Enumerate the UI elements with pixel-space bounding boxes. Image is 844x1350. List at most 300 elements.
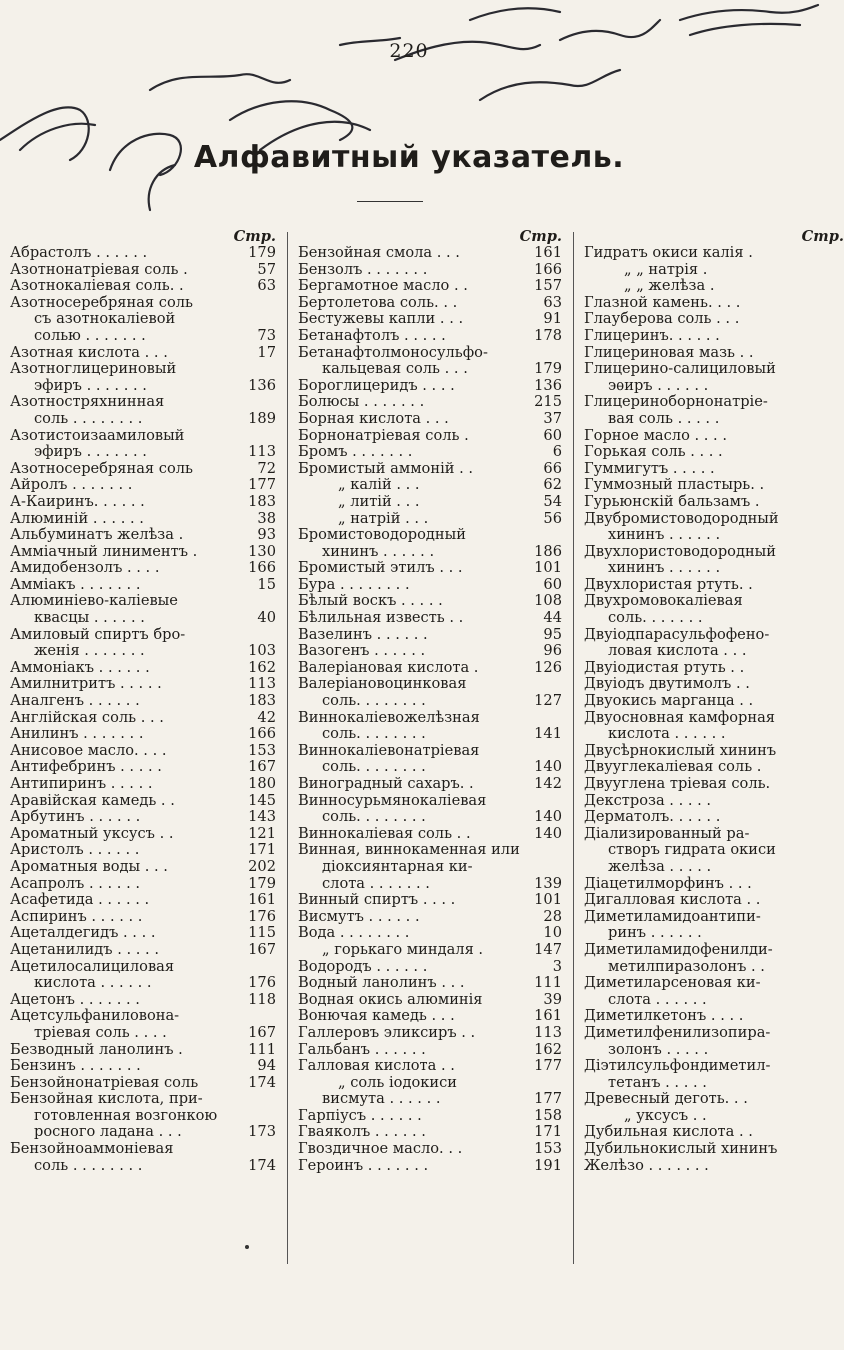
index-entry	[584, 660, 844, 677]
entry-page: 191	[534, 1156, 562, 1174]
index-entry	[10, 411, 276, 428]
entry-name: квасцы . . . . . .	[34, 609, 145, 627]
entry-name: Диметилкетонъ . . . .	[584, 1007, 744, 1025]
entry-name: кислота . . . . . .	[34, 974, 152, 992]
entry-name: Гваяколъ . . . . . .	[298, 1123, 426, 1141]
index-entry	[10, 527, 276, 544]
entry-page: 57	[257, 260, 276, 278]
index-entry	[584, 1141, 844, 1158]
index-entry	[298, 710, 562, 727]
index-entry	[298, 527, 562, 544]
index-column-2	[298, 228, 562, 1174]
index-entry	[10, 444, 276, 461]
index-entry	[298, 627, 562, 644]
entry-page: 176	[248, 974, 276, 992]
index-entry	[298, 1108, 562, 1125]
entry-name: Виннокаліевая соль . .	[298, 824, 471, 842]
entry-page: 94	[257, 1057, 276, 1075]
entry-page: 178	[534, 326, 562, 344]
index-entry	[584, 759, 844, 776]
index-entry	[584, 1042, 844, 1059]
entry-name: Айролъ . . . . . . .	[10, 476, 133, 494]
entry-name: Глицерино-салициловый	[584, 360, 776, 378]
entry-name: слота . . . . . .	[608, 990, 707, 1008]
index-entry	[584, 842, 844, 859]
entry-name: Бромистый аммоній . .	[298, 459, 474, 477]
index-entry	[584, 593, 844, 610]
entry-name: Бензинъ . . . . . . .	[10, 1057, 141, 1075]
index-entry	[584, 676, 844, 693]
index-entry	[584, 1158, 844, 1175]
entry-name: Анисовое масло. . . .	[10, 741, 167, 759]
index-entry	[584, 1124, 844, 1141]
index-entry	[10, 826, 276, 843]
index-entry	[10, 1124, 276, 1141]
entry-name: Амміачный линиментъ .	[10, 542, 198, 560]
index-entry	[10, 1091, 276, 1108]
entry-name: Бергамотное масло . .	[298, 277, 468, 295]
entry-name: эѳиръ . . . . . .	[608, 376, 709, 394]
entry-name: Вазогенъ . . . . . .	[298, 642, 426, 660]
index-entry	[584, 361, 844, 378]
entry-name: готовленная возгонкою	[34, 1106, 218, 1124]
entry-name: кальцевая соль . . .	[322, 360, 468, 378]
entry-page: 179	[248, 874, 276, 892]
entry-page: 126	[534, 658, 562, 676]
entry-name: Глицеринъ. . . . . .	[584, 326, 720, 344]
entry-name: Древесный деготь. . .	[584, 1090, 748, 1108]
entry-page: 136	[248, 376, 276, 394]
entry-name: Амміакъ . . . . . . .	[10, 575, 141, 593]
entry-name: Азотистоизаамиловый	[10, 426, 185, 444]
entry-name: А-Каиринъ. . . . . .	[10, 492, 145, 510]
entry-page: 177	[534, 1057, 562, 1075]
entry-name: Бертолетова соль. . .	[298, 293, 458, 311]
index-entry	[298, 842, 562, 859]
index-entry	[10, 793, 276, 810]
index-entry	[584, 378, 844, 395]
entry-name: Желѣзо . . . . . . .	[584, 1156, 709, 1174]
column-divider	[287, 232, 288, 1264]
index-entry	[10, 1141, 276, 1158]
entry-name: Ацетилосалициловая	[10, 957, 175, 975]
entry-name: Двубромистоводородный	[584, 509, 779, 527]
index-entry	[298, 361, 562, 378]
entry-page: 15	[257, 575, 276, 593]
index-entry	[298, 1025, 562, 1042]
entry-name: Аммоніакъ . . . . . .	[10, 658, 150, 676]
index-entry	[584, 494, 844, 511]
index-entry	[10, 577, 276, 594]
entry-page: 140	[534, 758, 562, 776]
index-entry	[584, 577, 844, 594]
entry-page: 44	[543, 609, 562, 627]
entry-name: Аналгенъ . . . . . .	[10, 692, 140, 710]
index-entry	[584, 859, 844, 876]
entry-name: Валеріановоцинковая	[298, 675, 467, 693]
index-entry	[10, 627, 276, 644]
entry-page: 145	[248, 791, 276, 809]
entry-name: Глазной камень. . . .	[584, 293, 741, 311]
index-entry	[10, 477, 276, 494]
entry-name: Диметилфенилизопира-	[584, 1023, 771, 1041]
entry-name: женія . . . . . . .	[34, 642, 145, 660]
entry-name: висмута . . . . . .	[322, 1090, 441, 1108]
entry-page: 161	[534, 244, 562, 261]
entry-name: „ натрій . . .	[338, 509, 429, 527]
entry-name: Азотнонатріевая соль .	[10, 260, 188, 278]
entry-name: Діацетилморфинъ . . .	[584, 874, 752, 892]
entry-page: 63	[543, 293, 562, 311]
entry-name: ринъ . . . . . .	[608, 924, 702, 942]
entry-name: росного ладана . . .	[34, 1123, 182, 1141]
index-entry	[298, 394, 562, 411]
entry-page: 167	[248, 940, 276, 958]
page-column-header: Стр.	[519, 228, 562, 245]
title-underline	[357, 201, 423, 202]
index-entry	[298, 892, 562, 909]
entry-name: Аспиринъ . . . . . .	[10, 907, 143, 925]
entry-name: Бестужевы капли . . .	[298, 310, 464, 328]
index-entry	[584, 959, 844, 976]
index-entry	[10, 1025, 276, 1042]
entry-name: Анилинъ . . . . . . .	[10, 725, 144, 743]
entry-page: 141	[534, 725, 562, 743]
index-entry	[298, 909, 562, 926]
entry-page: 93	[257, 526, 276, 544]
entry-page: 63	[257, 277, 276, 295]
entry-name: Горное масло . . . .	[584, 426, 727, 444]
index-entry	[10, 710, 276, 727]
entry-page: 173	[248, 1123, 276, 1141]
entry-name: хининъ . . . . . .	[608, 559, 721, 577]
entry-name: соль. . . . . . . .	[322, 758, 426, 776]
index-entry	[584, 278, 844, 295]
index-entry	[298, 809, 562, 826]
entry-name: Бромистоводородный	[298, 526, 466, 544]
entry-page: 177	[534, 1090, 562, 1108]
index-entry	[298, 975, 562, 992]
index-entry	[584, 1025, 844, 1042]
entry-name: эфиръ . . . . . . .	[34, 443, 147, 461]
index-entry	[584, 892, 844, 909]
index-entry	[10, 394, 276, 411]
entry-name: Бура . . . . . . . .	[298, 575, 410, 593]
entry-page: 167	[248, 758, 276, 776]
entry-name: Бороглицеридъ . . . .	[298, 376, 455, 394]
index-entry	[10, 461, 276, 478]
entry-name: Дубильнокислый хининъ	[584, 1140, 778, 1158]
entry-page: 113	[248, 675, 276, 693]
index-entry	[298, 726, 562, 743]
entry-name: слота . . . . . . .	[322, 874, 430, 892]
entry-name: Борная кислота . . .	[298, 409, 449, 427]
entry-name: Гидратъ окиси калія .	[584, 244, 753, 261]
entry-page: 10	[543, 924, 562, 942]
index-entry	[10, 892, 276, 909]
index-entry	[298, 593, 562, 610]
entry-name: кислота . . . . . .	[608, 725, 726, 743]
entry-page: 37	[543, 409, 562, 427]
index-entry	[298, 1124, 562, 1141]
index-entry	[584, 992, 844, 1009]
entry-name: соль. . . . . . . .	[322, 808, 426, 826]
entry-name: Двуокись марганца . .	[584, 692, 754, 710]
entry-name: Бромистый этилъ . . .	[298, 559, 463, 577]
entry-name: Двухлористоводородный	[584, 542, 777, 560]
entry-page: 136	[534, 376, 562, 394]
index-entry	[10, 593, 276, 610]
entry-page: 202	[248, 857, 276, 875]
entry-name: „ уксусъ . .	[624, 1106, 707, 1124]
index-entry	[298, 959, 562, 976]
entry-page: 139	[534, 874, 562, 892]
index-entry	[298, 660, 562, 677]
entry-name: Альбуминатъ желѣза .	[10, 526, 184, 544]
index-entry	[584, 876, 844, 893]
entry-page: 140	[534, 824, 562, 842]
entry-page: 56	[543, 509, 562, 527]
index-entry	[10, 660, 276, 677]
index-entry	[584, 345, 844, 362]
entry-name: Дигалловая кислота . .	[584, 891, 761, 909]
entry-name: Азотносеребряная соль	[10, 459, 193, 477]
index-entry	[298, 693, 562, 710]
entry-name: Вазелинъ . . . . . .	[298, 625, 428, 643]
index-entry	[298, 428, 562, 445]
entry-name: Бензойная кислота, при-	[10, 1090, 203, 1108]
entry-page: 166	[248, 559, 276, 577]
entry-page: 215	[534, 393, 562, 411]
index-entry	[584, 477, 844, 494]
index-entry	[584, 245, 844, 262]
index-entry	[298, 643, 562, 660]
index-entry	[584, 710, 844, 727]
entry-page: 177	[248, 476, 276, 494]
entry-page: 101	[534, 891, 562, 909]
entry-name: „ горькаго миндаля .	[322, 940, 484, 958]
entry-name: соль. . . . . . . .	[322, 692, 426, 710]
index-entry	[298, 477, 562, 494]
entry-name: Героинъ . . . . . . .	[298, 1156, 429, 1174]
index-entry	[298, 262, 562, 279]
entry-name: „ соль іодокиси	[338, 1073, 457, 1091]
entry-page: 180	[248, 775, 276, 792]
index-entry	[298, 676, 562, 693]
index-entry	[298, 560, 562, 577]
entry-name: Антипиринъ . . . . .	[10, 775, 153, 792]
entry-page: 157	[534, 277, 562, 295]
index-entry	[584, 295, 844, 312]
entry-page: 153	[248, 741, 276, 759]
index-entry	[10, 693, 276, 710]
index-entry	[298, 925, 562, 942]
entry-name: Гурьюнскій бальзамъ .	[584, 492, 760, 510]
entry-page: 96	[543, 642, 562, 660]
index-entry	[10, 842, 276, 859]
entry-name: солью . . . . . . .	[34, 326, 146, 344]
index-entry	[10, 759, 276, 776]
entry-page: 176	[248, 907, 276, 925]
entry-name: Двуіодистая ртуть . .	[584, 658, 745, 676]
index-entry	[298, 1158, 562, 1175]
entry-page: 103	[248, 642, 276, 660]
entry-name: Горькая соль . . . .	[584, 443, 723, 461]
index-entry	[10, 328, 276, 345]
entry-name: Амидобензолъ . . . .	[10, 559, 160, 577]
entry-page: 40	[257, 609, 276, 627]
entry-page: 95	[543, 625, 562, 643]
entry-page: 179	[248, 244, 276, 261]
entry-name: Виноградный сахаръ. .	[298, 775, 474, 792]
entry-page: 189	[248, 409, 276, 427]
page-title: Алфавитный указатель.	[193, 140, 625, 175]
index-entry	[10, 743, 276, 760]
entry-name: Глауберова соль . . .	[584, 310, 740, 328]
index-entry	[584, 1091, 844, 1108]
entry-page: 108	[534, 592, 562, 610]
entry-name: Ацетсульфаниловона-	[10, 1007, 180, 1025]
entry-name: Валеріановая кислота .	[298, 658, 479, 676]
entry-name: „ „ желѣза .	[624, 277, 715, 295]
index-entry	[298, 776, 562, 793]
entry-name: вая соль . . . . .	[608, 409, 720, 427]
index-entry	[298, 1058, 562, 1075]
index-entry	[10, 311, 276, 328]
index-entry	[10, 1058, 276, 1075]
entry-page: 115	[248, 924, 276, 942]
entry-name: Ароматный уксусъ . .	[10, 824, 174, 842]
entry-name: Винный спиртъ . . . .	[298, 891, 456, 909]
entry-page: 162	[534, 1040, 562, 1058]
index-entry	[298, 992, 562, 1009]
index-entry	[298, 942, 562, 959]
entry-name: золонъ . . . . .	[608, 1040, 709, 1058]
entry-name: Двууглена тріевая соль.	[584, 775, 771, 792]
index-entry	[584, 461, 844, 478]
entry-name: соль. . . . . . .	[608, 609, 703, 627]
entry-page: 118	[248, 990, 276, 1008]
index-entry	[584, 311, 844, 328]
index-entry	[10, 909, 276, 926]
entry-name: хининъ . . . . . .	[608, 526, 721, 544]
index-entry	[298, 743, 562, 760]
entry-name: Двухлористая ртуть. .	[584, 575, 753, 593]
index-entry	[584, 726, 844, 743]
entry-name: „ „ натрія .	[624, 260, 708, 278]
entry-name: Дерматолъ. . . . . .	[584, 808, 721, 826]
entry-name: Висмутъ . . . . . .	[298, 907, 420, 925]
entry-name: Гуммозный пластырь. .	[584, 476, 765, 494]
index-entry	[584, 394, 844, 411]
entry-page: 171	[248, 841, 276, 859]
ink-dot	[245, 1245, 249, 1249]
entry-page: 161	[248, 891, 276, 909]
entry-name: Діализированный ра-	[584, 824, 750, 842]
index-entry	[298, 1008, 562, 1025]
entry-name: Асапролъ . . . . . .	[10, 874, 141, 892]
entry-name: діоксиянтарная ки-	[322, 857, 473, 875]
entry-name: Диметиларсеновая ки-	[584, 974, 761, 992]
entry-name: Виннокаліевожелѣзная	[298, 708, 480, 726]
entry-name: Бензойноаммоніевая	[10, 1140, 174, 1158]
entry-name: соль . . . . . . . .	[34, 409, 143, 427]
index-entry	[584, 544, 844, 561]
entry-name: Азотносеребряная соль	[10, 293, 193, 311]
index-entry	[584, 1075, 844, 1092]
index-entry	[298, 759, 562, 776]
entry-page: 166	[534, 260, 562, 278]
entry-page: 101	[534, 559, 562, 577]
entry-page: 38	[257, 509, 276, 527]
index-entry	[584, 1108, 844, 1125]
entry-page: 17	[257, 343, 276, 361]
entry-page: 60	[543, 575, 562, 593]
entry-name: Глицериновая мазь . .	[584, 343, 754, 361]
entry-name: Діэтилсульфондиметил-	[584, 1057, 771, 1075]
index-entry	[584, 743, 844, 760]
entry-page: 66	[543, 459, 562, 477]
index-entry	[10, 1158, 276, 1175]
index-entry	[298, 245, 562, 262]
index-entry	[10, 511, 276, 528]
index-entry	[584, 527, 844, 544]
index-entry	[584, 909, 844, 926]
entry-name: Водный ланолинъ . . .	[298, 974, 465, 992]
entry-name: соль. . . . . . . .	[322, 725, 426, 743]
entry-name: метилпиразолонъ . .	[608, 957, 765, 975]
column-divider	[573, 232, 574, 1264]
entry-page: 28	[543, 907, 562, 925]
entry-page: 130	[248, 542, 276, 560]
entry-page: 62	[543, 476, 562, 494]
index-entry	[10, 1042, 276, 1059]
entry-name: Ацеталдегидъ . . . .	[10, 924, 156, 942]
entry-name: Двусѣрнокислый хининъ	[584, 741, 777, 759]
entry-page: 142	[534, 775, 562, 792]
entry-page: 186	[534, 542, 562, 560]
index-entry	[10, 345, 276, 362]
entry-name: Двууглекаліевая соль .	[584, 758, 762, 776]
page-column-header: Стр.	[233, 228, 276, 245]
entry-page: 127	[534, 692, 562, 710]
index-entry	[584, 793, 844, 810]
index-entry	[584, 975, 844, 992]
entry-name: Болюсы . . . . . . .	[298, 393, 425, 411]
entry-name: соль . . . . . . . .	[34, 1156, 143, 1174]
index-column-3	[584, 228, 844, 1174]
entry-name: Ацетонъ . . . . . . .	[10, 990, 140, 1008]
index-entry	[10, 245, 276, 262]
entry-page: 158	[534, 1106, 562, 1124]
entry-page: 3	[552, 957, 562, 975]
entry-page: 167	[248, 1023, 276, 1041]
entry-name: Азотностряхнинная	[10, 393, 165, 411]
entry-name: Аристолъ . . . . . .	[10, 841, 140, 859]
index-entry	[298, 278, 562, 295]
entry-name: Двуіодпарасульфофено-	[584, 625, 770, 643]
index-entry	[584, 444, 844, 461]
entry-page: 183	[248, 692, 276, 710]
index-entry	[10, 361, 276, 378]
entry-name: Гальбанъ . . . . . .	[298, 1040, 426, 1058]
index-entry	[10, 1008, 276, 1025]
entry-name: хининъ . . . . . .	[322, 542, 435, 560]
index-entry	[584, 511, 844, 528]
entry-page: 91	[543, 310, 562, 328]
entry-name: Галловая кислота . .	[298, 1057, 455, 1075]
index-entry	[584, 693, 844, 710]
